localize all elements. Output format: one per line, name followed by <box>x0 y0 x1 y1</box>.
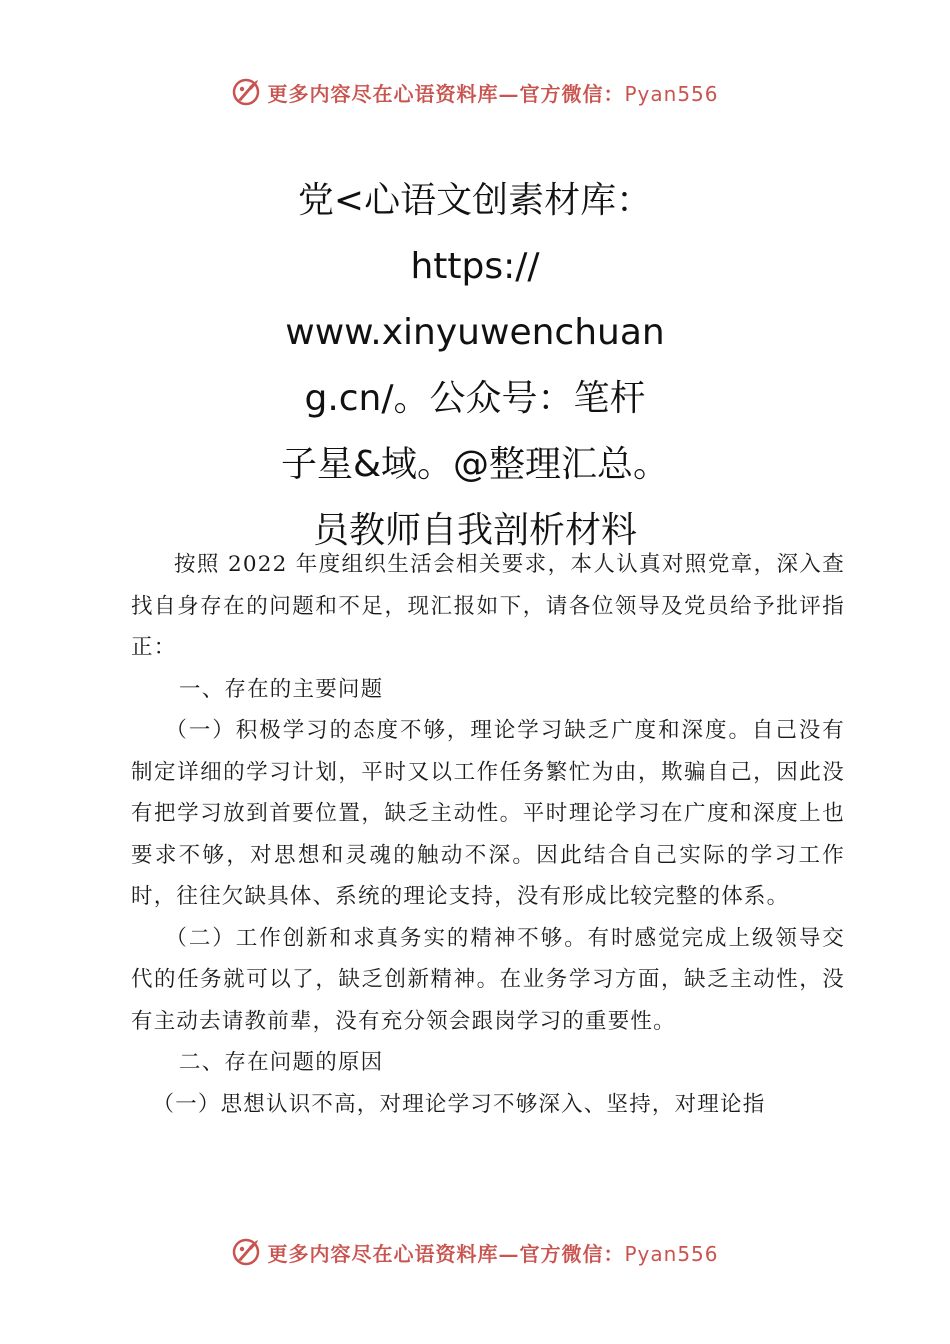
quill-pen-icon <box>231 77 261 107</box>
banner-text: 更多内容尽在心语资料库—官方微信：Pyan556 <box>267 81 719 106</box>
title-line: https:// <box>410 246 540 287</box>
problem-paragraph-1: （一）积极学习的态度不够，理论学习缺乏广度和深度。自己没有制定详细的学习计划，平时又以工作任务繁忙为由，欺骗自己，因此没有把学习放到首要位置，缺乏主动性。平时理论学习在广度和深度上也要求不够，对思想和灵魂的触动不深。因此结合自己实际的学习工作时，往往欠缺具体、系统的理论支持，没有形成比较完整的体系。 <box>131 718 845 909</box>
banner-text: 更多内容尽在心语资料库—官方微信：Pyan556 <box>267 1241 719 1266</box>
title-line: g.cn/。公众号：笔杆 <box>304 378 646 419</box>
title-line: 员教师自我剖析材料 <box>312 510 637 551</box>
page-title <box>0 168 950 564</box>
section-heading-causes: 二、存在问题的原因 <box>179 1050 384 1075</box>
problem-paragraph-2: （二）工作创新和求真务实的精神不够。有时感觉完成上级领导交代的任务就可以了，缺乏创新精神。在业务学习方面，缺乏主动性，没有主动去请教前辈，没有充分领会跟岗学习的重要性。 <box>131 925 845 1034</box>
title-line: www.xinyuwenchuan <box>285 312 665 353</box>
intro-paragraph: 按照 2022 年度组织生活会相关要求，本人认真对照党章，深入查找自身存在的问题和不足，现汇报如下，请各位领导及党员给予批评指正： <box>131 552 845 660</box>
quill-pen-icon <box>231 1237 261 1267</box>
section-heading-problems: 一、存在的主要问题 <box>179 676 384 702</box>
header-banner <box>0 72 950 112</box>
document-body <box>131 544 845 1125</box>
title-line: 子星&域。@整理汇总。 <box>280 444 670 485</box>
title-line: 党<心语文创素材库： <box>297 180 653 221</box>
cause-paragraph-1: （一）思想认识不高，对理论学习不够深入、坚持，对理论指 <box>152 1091 766 1117</box>
footer-banner <box>0 1232 950 1272</box>
